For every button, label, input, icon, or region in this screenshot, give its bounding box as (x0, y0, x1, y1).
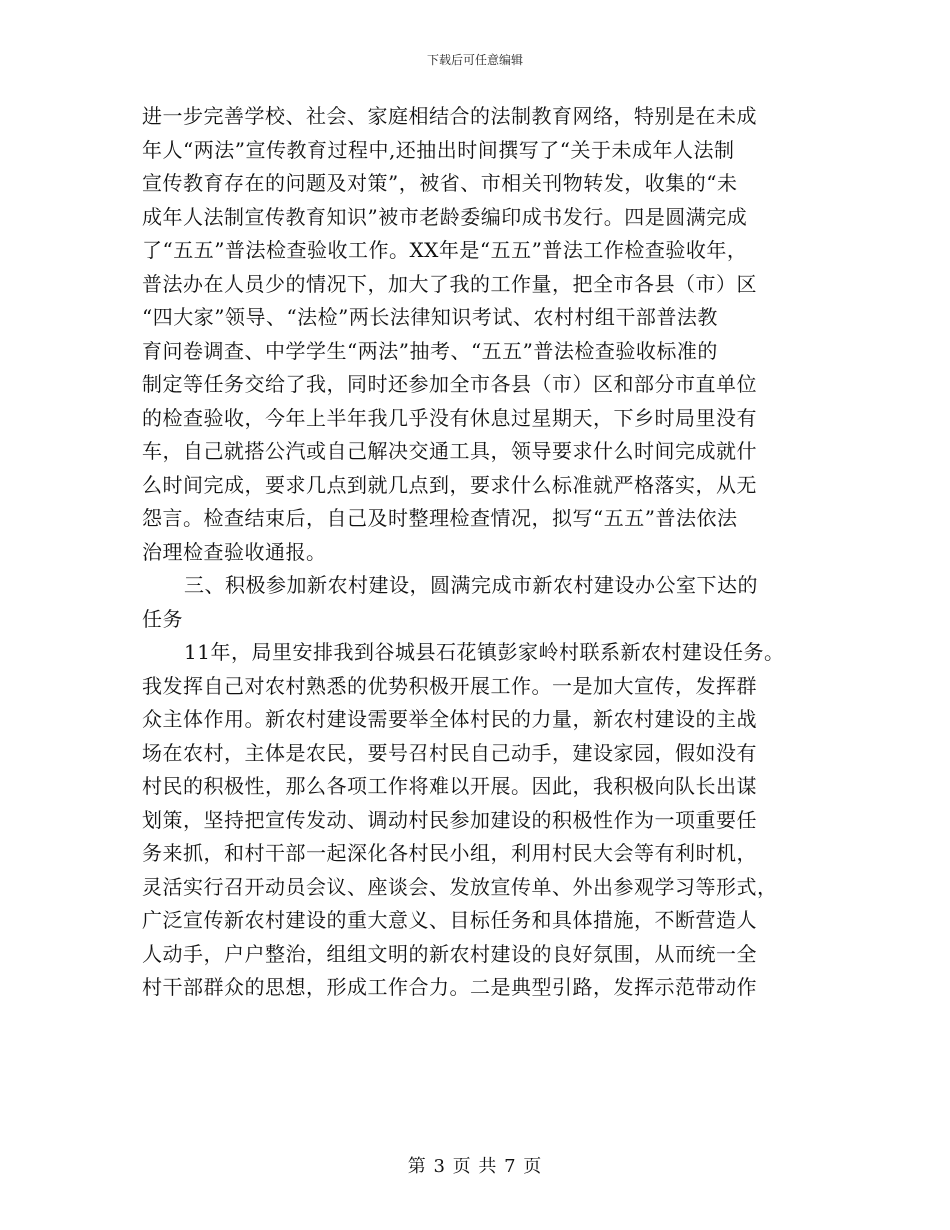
text-line: 育问卷调查、中学学生“两法”抽考、“五五”普法检查验收标准的 (142, 338, 718, 363)
text-line: 众主体作用。新农村建设需要举全体村民的力量，新农村建设的主战 (142, 707, 757, 731)
section-heading: 三、积极参加新农村建设，圆满完成市新农村建设办公室下达的 (184, 573, 758, 597)
text-line: 灵活实行召开动员会议、座谈会、发放宣传单、外出参观学习等形式， (142, 874, 778, 899)
text-line: 年人“两法”宣传教育过程中,还抽出时间撰写了“关于未成年人法制 (142, 137, 735, 162)
text-line: 成年人法制宣传教育知识”被市老龄委编印成书发行。四是圆满完成 (142, 204, 748, 229)
text-line: 么时间完成，要求几点到就几点到，要求什么标准就严格落实，从无 (142, 472, 757, 497)
text-line: 车，自己就搭公汽或自己解决交通工具，领导要求什么时间完成就什 (142, 439, 757, 463)
document-body (142, 100, 812, 1005)
text-line: 村干部群众的思想，形成工作合力。二是典型引路，发挥示范带动作 (142, 975, 757, 999)
text-line: 进一步完善学校、社会、家庭相结合的法制教育网络，特别是在未成 (142, 104, 757, 128)
paragraph-start: 11年，局里安排我到谷城县石花镇彭家岭村联系新农村建设任务。 (184, 640, 785, 664)
text-line: 划策，坚持把宣传发动、调动村民参加建设的积极性作为一项重要任 (142, 807, 757, 832)
page-number: 第 3 页 共 7 页 (407, 1156, 543, 1177)
text-line: 村民的积极性，那么各项工作将难以开展。因此，我积极向队长出谋 (142, 774, 757, 798)
section-heading-continued: 任务 (142, 606, 183, 631)
text-line: 了“五五”普法检查验收工作。XX年是“五五”普法工作检查验收年， (142, 238, 748, 262)
text-line: “四大家”领导、“法检”两长法律知识考试、农村村组干部普法教 (142, 305, 718, 329)
text-line: 怨言。检查结束后，自己及时整理检查情况，拟写“五五”普法依法 (142, 506, 738, 530)
text-line: 我发挥自己对农村熟悉的优势积极开展工作。一是加大宣传，发挥群 (142, 673, 757, 698)
text-line: 人动手，户户整治，组组文明的新农村建设的良好氛围，从而统一全 (142, 941, 757, 966)
text-line: 场在农村，主体是农民，要号召村民自己动手，建设家园，假如没有 (142, 740, 757, 765)
text-line: 治理检查验收通报。 (142, 539, 327, 564)
text-line: 的检查验收，今年上半年我几乎没有休息过星期天，下乡时局里没有 (142, 405, 757, 430)
text-line: 务来抓，和村干部一起深化各村民小组，利用村民大会等有利时机， (142, 841, 757, 865)
text-line: 制定等任务交给了我，同时还参加全市各县（市）区和部分市直单位 (142, 372, 757, 396)
text-line: 普法办在人员少的情况下，加大了我的工作量，把全市各县（市）区 (142, 271, 757, 296)
text-line: 广泛宣传新农村建设的重大意义、目标任务和具体措施，不断营造人 (142, 908, 757, 932)
text-line: 宣传教育存在的问题及对策”，被省、市相关刊物转发，收集的“未 (142, 171, 738, 195)
page-header: 下载后可任意编辑 (426, 53, 523, 67)
